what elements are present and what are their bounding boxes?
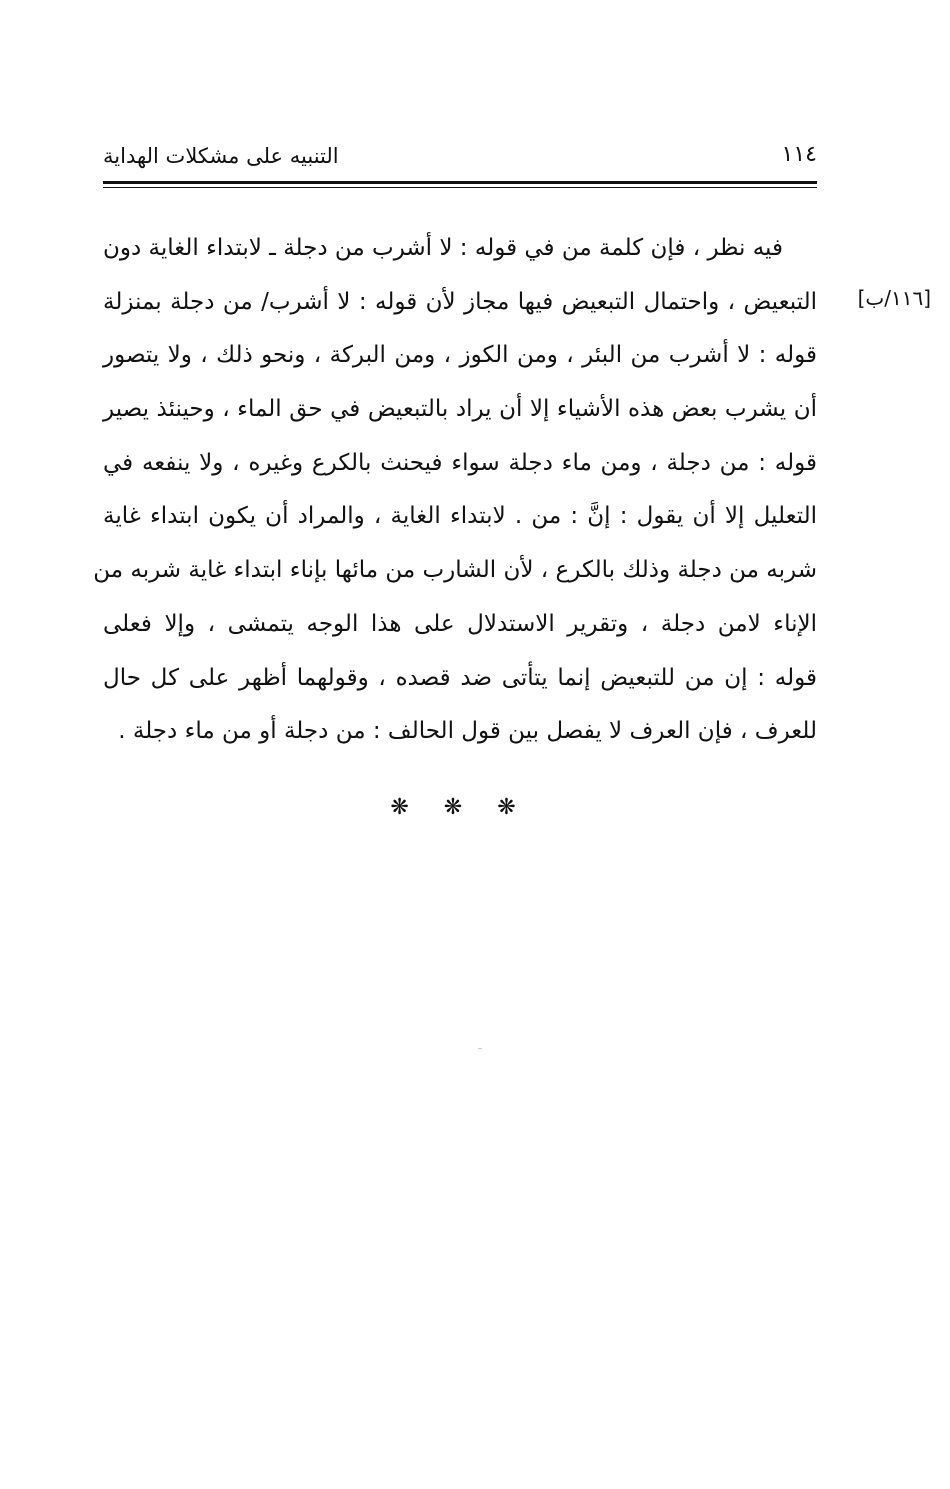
page-header <box>103 138 817 178</box>
running-title: التنبيه على مشكلات الهداية <box>103 144 339 168</box>
page-number: ١١٤ <box>781 142 817 167</box>
text-line: قوله : من دجلة ، ومن ماء دجلة سواء فيحنث بالكرع وغيره ، ولا ينفعه في <box>103 449 817 476</box>
text-line: التعليل إلا أن يقول : إنَّ : من . لابتداء الغاية ، والمراد أن يكون ابتداء غاية <box>103 503 817 530</box>
text-line: التبعيض ، واحتمال التبعيض فيها مجاز لأن قوله : لا أشرب/ من دجلة بمنزلة <box>103 288 817 315</box>
header-rule-thick <box>103 181 817 184</box>
header-rule-thin <box>103 187 817 188</box>
text-line: شربه من دجلة وذلك بالكرع ، لأن الشارب من مائها بإناء ابتداء غاية شربه من <box>93 557 817 584</box>
text-line: الإناء لامن دجلة ، وتقرير الاستدلال على هذا الوجه يتمشى ، وإلا فعلى <box>103 610 817 637</box>
folio-reference: [١١٦/ب] <box>857 286 931 310</box>
body-paragraph <box>93 222 817 759</box>
text-line: قوله : لا أشرب من البئر ، ومن الكوز ، ومن البركة ، ونحو ذلك ، ولا يتصور <box>103 342 817 369</box>
text-line: فيه نظر ، فإن كلمة من في قوله : لا أشرب من دجلة ـ لابتداء الغاية دون <box>103 235 783 261</box>
text-line: قوله : إن من للتبعيض إنما يتأتى ضد قصده ، وقولهما أظهر على كل حال <box>103 664 817 691</box>
text-line: أن يشرب بعض هذه الأشياء إلا أن يراد بالتبعيض في حق الماء ، وحينئذ يصير <box>103 396 817 423</box>
section-separator-asterisks: ❋ ❋ ❋ <box>390 795 530 820</box>
scan-speck <box>478 1048 482 1049</box>
text-line: للعرف ، فإن العرف لا يفصل بين قول الحالف : من دجلة أو من ماء دجلة . <box>118 718 817 745</box>
